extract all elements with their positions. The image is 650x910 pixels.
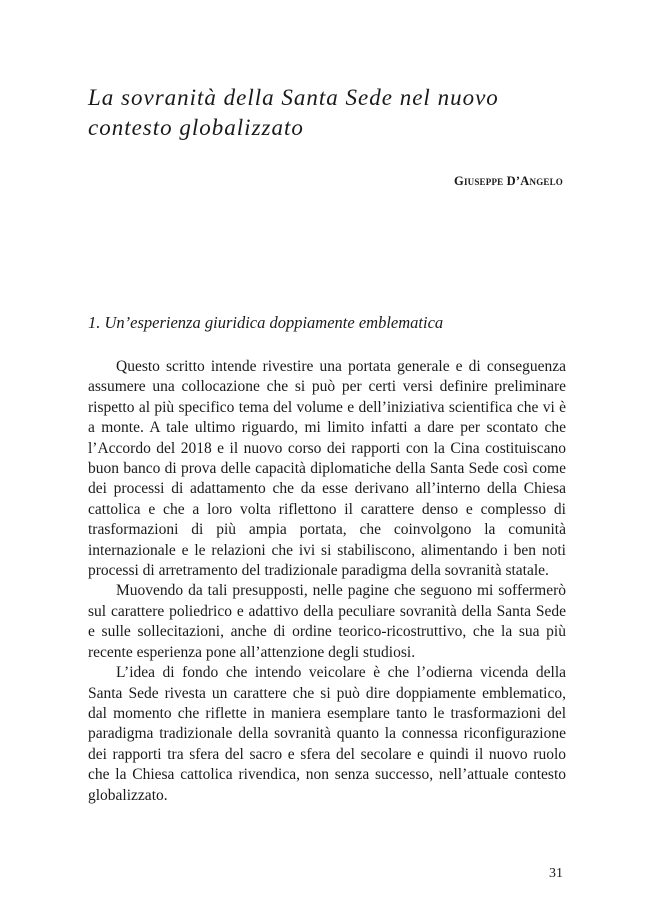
paragraph: Muovendo da tali presupposti, nelle pagine che seguono mi soffermerò sul carattere poliedrico e adattivo della peculiare sovranità della Santa Sede e sulle sollecitazioni, anche di ordine teorico-ricostruttivo, che la sua più recente esperienza pone all’attenzione degli studiosi. <box>88 582 566 661</box>
section-heading: 1. Un’esperienza giuridica doppiamente emblematica <box>88 313 444 332</box>
paragraph: Questo scritto intende rivestire una portata generale e di conseguenza assumere una collocazione che si può per certi versi definire preliminare rispetto al più specifico tema del volume e dell’iniziativa scientifica che vi è a monte. A tale ultimo riguardo, mi limito infatti a dare per scontato che l’Accordo del 2018 e il nuovo corso dei rapporti con la Cina costituiscano buon banco di prova delle capacità diplomatiche della Santa Sede così come dei processi di adattamento che da esse derivano all’interno della Chiesa cattolica e che a loro volta riflettono il carattere denso e complesso di trasformazioni di più ampia portata, che coinvolgono la comunità internazionale e le relazioni che ivi si stabiliscono, alimentando i ben noti processi di arretramento del tradizionale paradigma della sovranità statale. <box>88 358 566 580</box>
page-number: 31 <box>549 866 563 881</box>
paragraph: L’idea di fondo che intendo veicolare è che l’odierna vicenda della Santa Sede rivesta un carattere che si può dire doppiamente emblematico, dal momento che riflette in maniera esemplare tanto le trasformazioni del paradigma tradizionale della sovranità quanto la connessa riconfigurazione dei rapporti tra sfera del sacro e sfera del secolare e quindi il nuovo ruolo che la Chiesa cattolica rivendica, non senza successo, nell’attuale contesto globalizzato. <box>88 664 566 804</box>
author-name: Giuseppe D’Angelo <box>454 174 563 188</box>
chapter-title: La sovranità della Santa Sede nel nuovo contesto globalizzato <box>88 85 499 140</box>
body-text <box>88 357 566 806</box>
